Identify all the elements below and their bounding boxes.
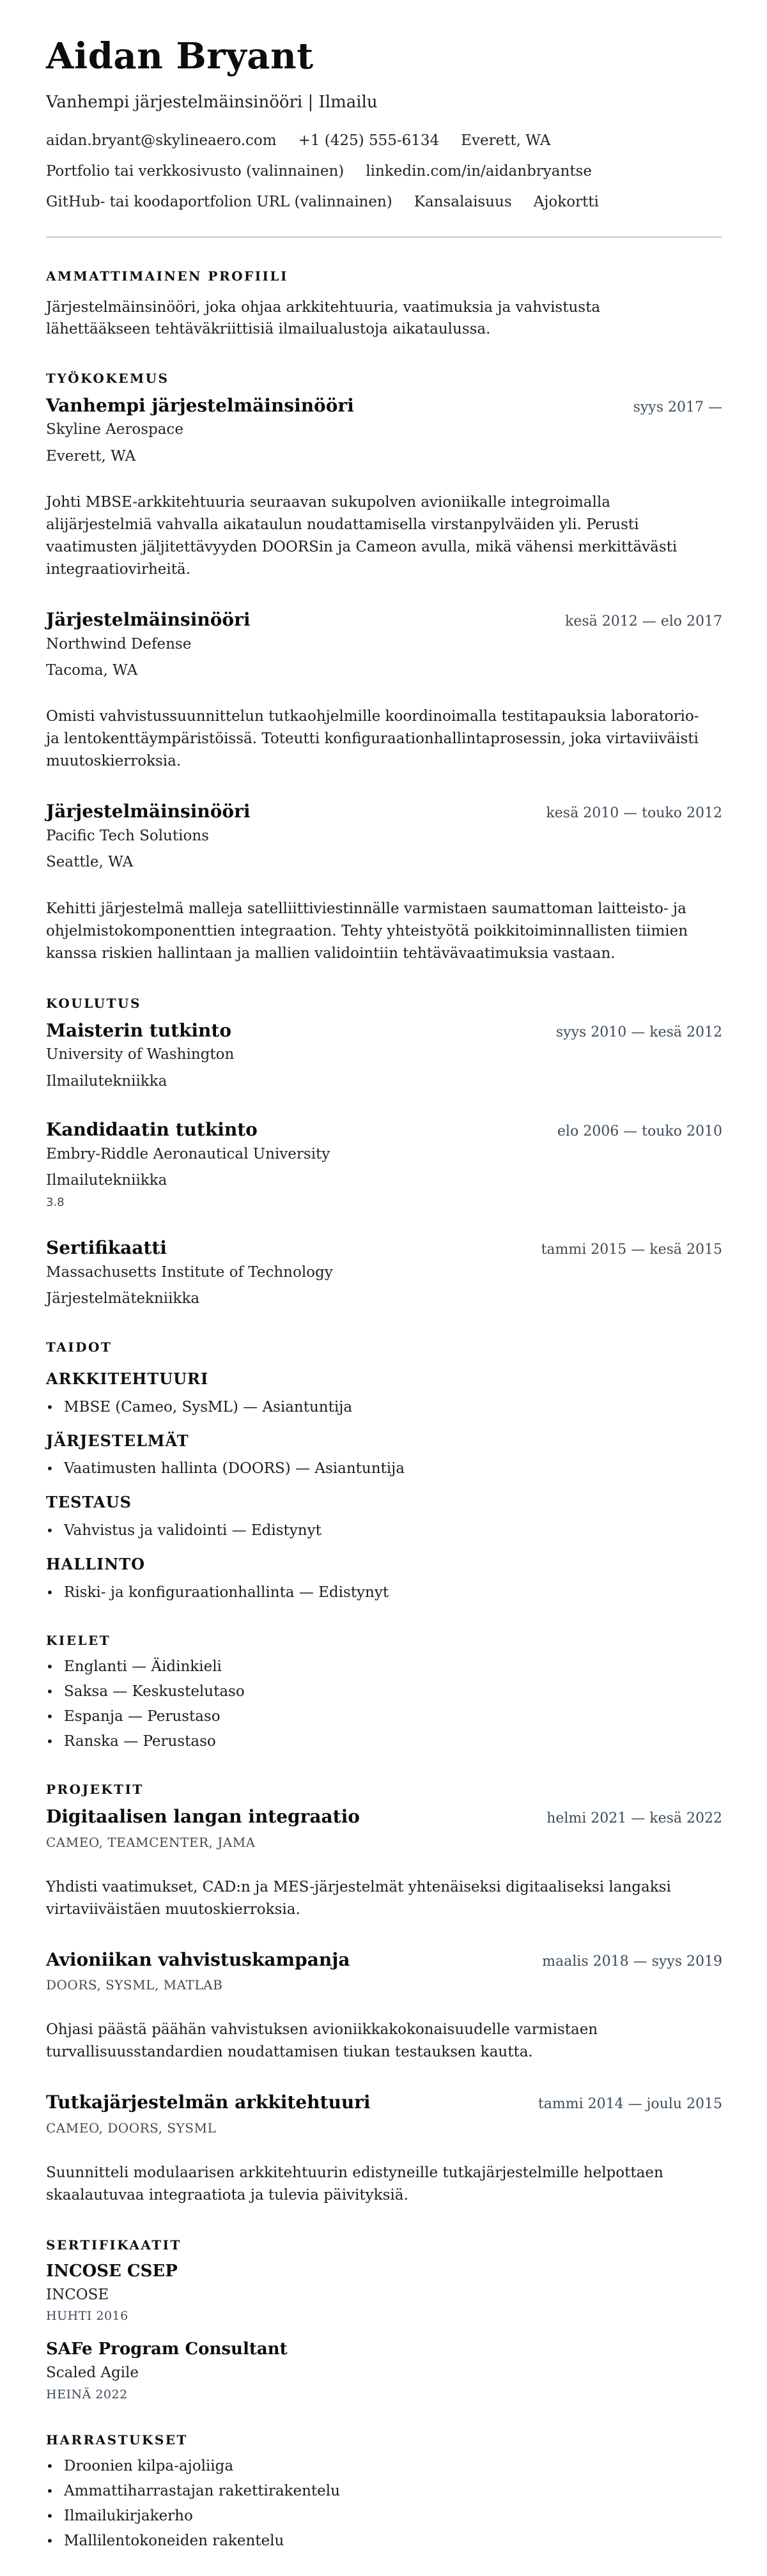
project-header (46, 1949, 722, 1971)
education-heading: KOULUTUS (46, 995, 141, 1011)
hobby-item: • Ammattiharrastajan rakettirakentelu (46, 2481, 722, 2501)
job-location: Everett, WA (46, 447, 136, 465)
project-name: Digitaalisen langan integraatio (46, 1805, 360, 1827)
section-projects (46, 1782, 722, 2207)
section-certifications (46, 2237, 722, 2402)
skill-category: JÄRJESTELMÄT (46, 1431, 189, 1450)
skill-item: • Riski- ja konfiguraationhallinta — Edistynyt (46, 1583, 722, 1602)
job-entry (46, 801, 722, 964)
skill-category: ARKKITEHTUURI (46, 1369, 209, 1388)
job-dates: kesä 2010 — touko 2012 (546, 805, 722, 822)
job-location: Seattle, WA (46, 854, 134, 871)
certification-entry (46, 2340, 722, 2402)
experience-heading: TYÖKOKEMUS (46, 370, 169, 386)
job-dates: kesä 2012 — elo 2017 (564, 613, 722, 630)
school-name: Embry-Riddle Aeronautical University (46, 1145, 330, 1162)
resume-header (46, 36, 722, 238)
project-description: Suunnitteli modulaarisen arkkitehtuurin edistyneille tutkajärjestelmille helpottaen skaalautuvaa integraatiota ja tulevia päivityksiä. (46, 2164, 663, 2203)
header-divider (46, 236, 722, 238)
candidate-name: Aidan Bryant (46, 35, 314, 77)
job-company: Skyline Aerospace (46, 421, 183, 438)
hobby-item: • Droonien kilpa-ajoliiga (46, 2456, 722, 2476)
language-item: • Saksa — Keskustelutaso (46, 1682, 722, 1701)
job-title: Järjestelmäinsinööri (46, 609, 251, 631)
linkedin-text: linkedin.com/in/aidanbryantse (366, 163, 592, 180)
hobby-list (46, 2456, 722, 2550)
education-dates: elo 2006 — touko 2010 (557, 1123, 722, 1140)
degree-name: Sertifikaatti (46, 1237, 167, 1259)
skill-list (46, 1521, 722, 1540)
certification-date: HEINÄ 2022 (46, 2387, 128, 2402)
project-header (46, 2092, 722, 2113)
project-description: Yhdisti vaatimukset, CAD:n ja MES-järjestelmät yhtenäiseksi digitaaliseksi langaksi virtaviiväistäen muutoskierroksia. (46, 1878, 671, 1918)
job-description: Omisti vahvistussuunnittelun tutkaohjelmille koordinoimalla testitapauksia laboratorio- ja lentokenttäympäristöissä. Toteutti konfiguraationhallintaprosessin, joka virtaviiväisti muutoskierroksia. (46, 708, 699, 770)
skill-list (46, 1583, 722, 1602)
section-languages (46, 1633, 722, 1751)
language-item: • Englanti — Äidinkieli (46, 1657, 722, 1676)
job-header (46, 801, 722, 822)
hobbies-heading: HARRASTUKSET (46, 2432, 188, 2448)
phone-text: +1 (425) 555-6134 (298, 132, 440, 150)
school-name: University of Washington (46, 1046, 235, 1063)
certification-name: INCOSE CSEP (46, 2261, 178, 2281)
project-header (46, 1806, 722, 1828)
hobby-item: • Mallilentokoneiden rakentelu (46, 2531, 722, 2550)
profile-summary: Järjestelmäinsinööri, joka ohjaa arkkitehtuuria, vaatimuksia ja vahvistusta lähettääkseen tehtäväkriittisiä ilmailualustoja aikataulussa. (46, 298, 601, 337)
gpa-value: 3.8 (46, 1196, 65, 1210)
project-tech-stack: DOORS, SYSML, MATLAB (46, 1977, 223, 1993)
skill-category: TESTAUS (46, 1493, 132, 1512)
job-location: Tacoma, WA (46, 662, 138, 679)
job-entry (46, 609, 722, 773)
candidate-headline: Vanhempi järjestelmäinsinööri | Ilmailu (46, 93, 378, 112)
contact-row-2 (46, 162, 722, 181)
languages-heading: KIELET (46, 1632, 111, 1648)
project-tech-stack: CAMEO, TEAMCENTER, JAMA (46, 1834, 256, 1850)
projects-heading: PROJEKTIT (46, 1781, 144, 1797)
education-header (46, 1119, 722, 1141)
skill-item: • Vahvistus ja validointi — Edistynyt (46, 1521, 722, 1540)
job-description: Johti MBSE-arkkitehtuuria seuraavan sukupolven avioniikalle integroimalla alijärjestelmiä vahvalla aikataulun noudattamisella virstanpylväiden yli. Perusti vaatimusten jäljitettävyyden DOORSin ja Cameon avulla, mikä vähensi merkittävästi integraatiovirheitä. (46, 494, 678, 578)
job-header (46, 609, 722, 631)
location-text: Everett, WA (461, 132, 551, 150)
job-entry (46, 395, 722, 581)
job-title: Vanhempi järjestelmäinsinööri (46, 394, 354, 416)
project-dates: helmi 2021 — kesä 2022 (546, 1810, 722, 1826)
certifications-heading: SERTIFIKAATIT (46, 2237, 182, 2253)
section-profile (46, 268, 722, 340)
language-item: • Espanja — Perustaso (46, 1707, 722, 1726)
field-of-study: Järjestelmätekniikka (46, 1290, 200, 1307)
hobby-item: • Ilmailukirjakerho (46, 2506, 722, 2526)
contact-row-1 (46, 132, 722, 151)
education-header (46, 1237, 722, 1259)
certification-issuer: Scaled Agile (46, 2364, 139, 2382)
education-entry (46, 1119, 722, 1209)
skill-list (46, 1459, 722, 1478)
job-description: Kehitti järjestelmä malleja satelliittiviestinnälle varmistaen saumattoman laitteisto- ja ohjelmistokomponenttien integraation. Tehty yhteistyötä poikkitoiminnallisten tiimien kanssa riskien hallintaan ja mallien validointiin tehtävävaatimuksia vastaan. (46, 900, 688, 962)
section-experience (46, 371, 722, 965)
drivers-license-text: Ajokortti (533, 193, 599, 210)
project-name: Avioniikan vahvistuskampanja (46, 1948, 350, 1970)
certification-name: SAFe Program Consultant (46, 2340, 288, 2359)
contact-row-3 (46, 193, 722, 212)
section-education (46, 996, 722, 1309)
job-dates: syys 2017 — (633, 399, 722, 415)
skills-heading: TAIDOT (46, 1339, 112, 1355)
github-text: GitHub- tai koodaportfolion URL (valinnainen) (46, 193, 392, 210)
section-skills (46, 1339, 722, 1602)
certification-entry (46, 2262, 722, 2324)
job-company: Pacific Tech Solutions (46, 828, 209, 845)
skill-category: HALLINTO (46, 1555, 145, 1574)
project-entry (46, 1806, 722, 1921)
skill-item: • Vaatimusten hallinta (DOORS) — Asiantuntija (46, 1459, 722, 1478)
project-entry (46, 1949, 722, 2064)
education-dates: syys 2010 — kesä 2012 (555, 1024, 722, 1040)
field-of-study: Ilmailutekniikka (46, 1072, 167, 1090)
education-dates: tammi 2015 — kesä 2015 (541, 1242, 722, 1258)
degree-name: Maisterin tutkinto (46, 1019, 232, 1041)
education-entry (46, 1237, 722, 1308)
project-dates: tammi 2014 — joulu 2015 (538, 2096, 722, 2113)
degree-name: Kandidaatin tutkinto (46, 1119, 258, 1141)
certification-issuer: INCOSE (46, 2286, 109, 2303)
portfolio-text: Portfolio tai verkkosivusto (valinnainen) (46, 163, 345, 180)
education-header (46, 1020, 722, 1042)
language-list (46, 1657, 722, 1751)
education-entry (46, 1020, 722, 1091)
language-item: • Ranska — Perustaso (46, 1732, 722, 1751)
field-of-study: Ilmailutekniikka (46, 1172, 167, 1189)
project-entry (46, 2092, 722, 2207)
project-description: Ohjasi päästä päähän vahvistuksen avioniikkakokonaisuudelle varmistaen turvallisuusstandardien noudattamisen tiukan testauksen kautta. (46, 2021, 598, 2061)
job-company: Northwind Defense (46, 635, 192, 652)
project-dates: maalis 2018 — syys 2019 (542, 1953, 722, 1970)
email-text: aidan.bryant@skylineaero.com (46, 132, 277, 150)
citizenship-text: Kansalaisuus (414, 193, 512, 210)
skill-list (46, 1398, 722, 1417)
skill-item: • MBSE (Cameo, SysML) — Asiantuntija (46, 1398, 722, 1417)
section-hobbies (46, 2432, 722, 2550)
project-tech-stack: CAMEO, DOORS, SYSML (46, 2120, 217, 2136)
project-name: Tutkajärjestelmän arkkitehtuuri (46, 2092, 371, 2113)
job-header (46, 395, 722, 417)
job-title: Järjestelmäinsinööri (46, 801, 251, 822)
school-name: Massachusetts Institute of Technology (46, 1264, 333, 1281)
profile-heading: AMMATTIMAINEN PROFIILI (46, 268, 288, 284)
certification-date: HUHTI 2016 (46, 2309, 128, 2324)
